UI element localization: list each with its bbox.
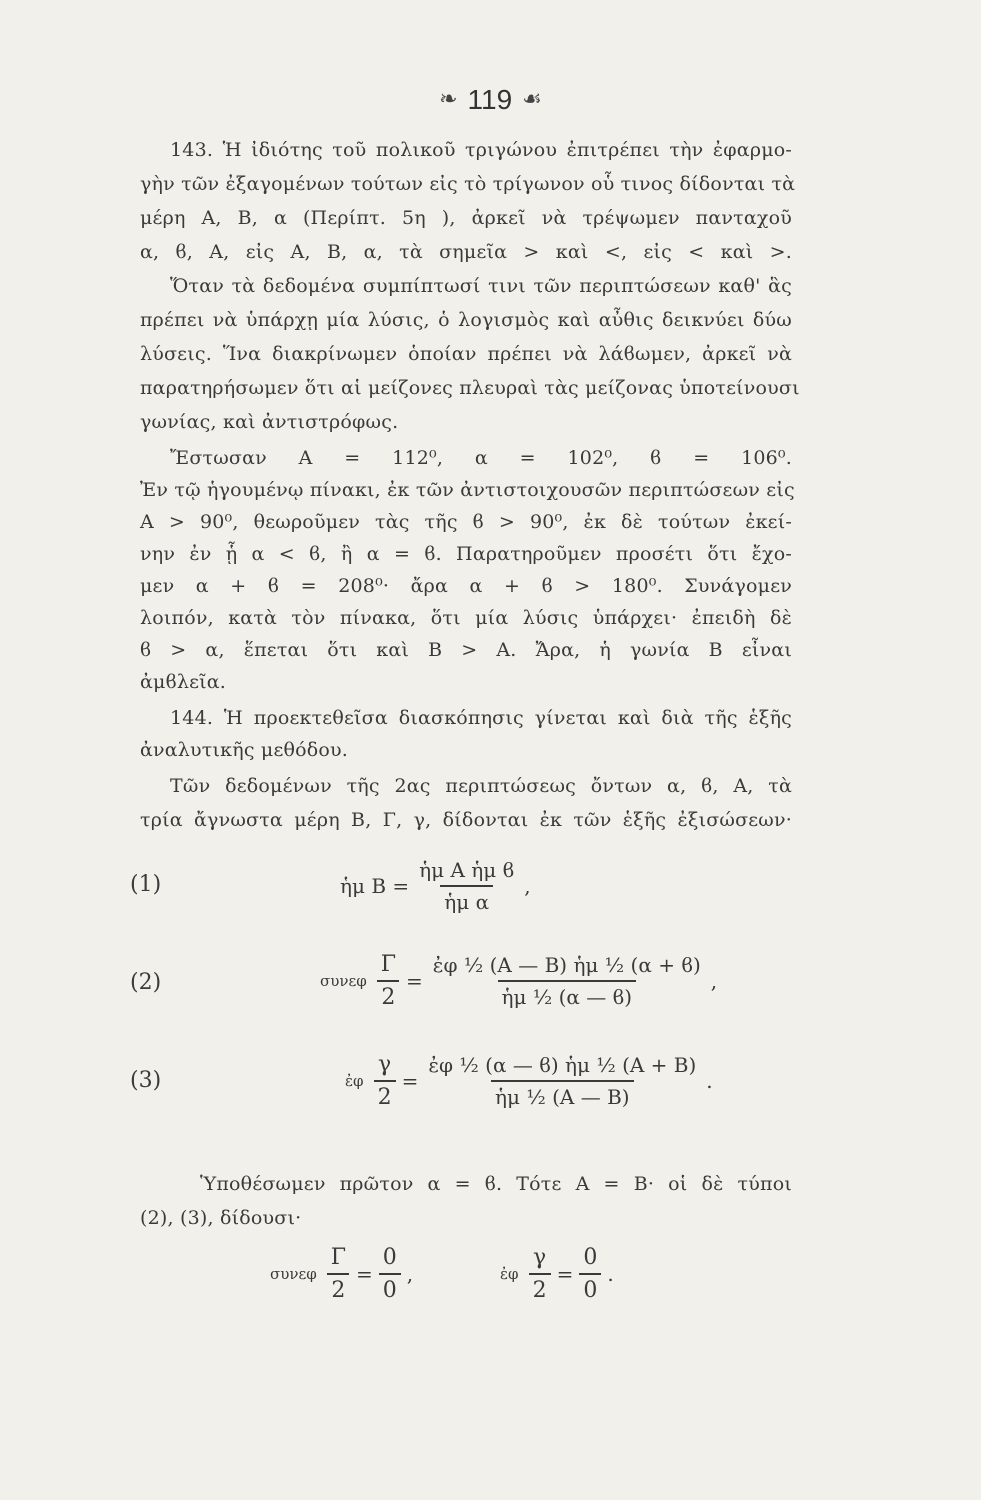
function-name: συνεφ — [320, 972, 367, 990]
denominator: 2 — [529, 1273, 551, 1303]
text-line: λοιπόν, κατὰ τὸν πίνακα, ὅτι μία λύσις ὑπάρχει· ἐπειδὴ δὲ — [140, 607, 792, 629]
text-line: τρία ἄγνωστα μέρη B, Γ, γ, δίδονται ἐκ τῶν ἑξῆς ἐξισώσεων· — [140, 809, 792, 831]
punctuation: , — [406, 1262, 414, 1286]
text-line: 144. Ἡ προεκτεθεῖσα διασκόπησις γίνεται καὶ διὰ τῆς ἑξῆς — [170, 707, 792, 729]
fraction — [379, 1245, 401, 1303]
fraction — [529, 1245, 551, 1303]
text-line: πρέπει νὰ ὑπάρχῃ μία λύσις, ὁ λογισμὸς καὶ αὖθις δεικνύει δύω — [140, 309, 792, 331]
equation-label: (3) — [130, 1068, 162, 1093]
denominator: ἡμ ½ (α — ϐ) — [498, 980, 637, 1009]
denominator: 0 — [579, 1273, 601, 1303]
numerator: ἐφ ½ (α — ϐ) ἡμ ½ (A + B) — [428, 1053, 697, 1077]
equation-2: συνεφ $\frac{\Gamma}{2}$ = $\frac{\text{ἐφ ½ (A — B) ἡμ ½ (α + ϐ)}}{\text{ἡμ ½ (α — ϐ)}}$ , — [320, 952, 718, 1010]
text-line: ϐ > α, ἕπεται ὅτι καὶ B > A. Ἄρα, ἡ γωνία B εἶναι — [140, 639, 792, 661]
fraction — [424, 1053, 700, 1109]
equation-3: ἐφ $\frac{\gamma}{2}$ = $\frac{\text{ἐφ ½ (α — ϐ) ἡμ ½ (A + B)}}{\text{ἡμ ½ (A — B)}}$ . — [345, 1052, 713, 1110]
numerator: ἐφ ½ (A — B) ἡμ ½ (α + ϐ) — [432, 953, 701, 977]
text-line: Ὅταν τὰ δεδομένα συμπίπτωσί τινι τῶν περιπτώσεων καθ' ἃς — [170, 275, 792, 297]
text-line: λύσεις. Ἵνα διακρίνωμεν ὁποίαν πρέπει νὰ λάϐωμεν, ἀρκεῖ νὰ — [140, 343, 792, 365]
text-line: ἀμϐλεῖα. — [140, 671, 227, 693]
numerator: γ — [532, 1245, 547, 1270]
text-line: μεν α + ϐ = 208⁰· ἄρα α + ϐ > 180⁰. Συνάγομεν — [140, 575, 792, 597]
text-line: 143. Ἡ ἰδιότης τοῦ πολικοῦ τριγώνου ἐπιτρέπει τὴν ἐφαρμο- — [170, 139, 792, 161]
punctuation: , — [710, 969, 718, 993]
text-line: γὴν τῶν ἐξαγομένων τούτων εἰς τὸ τρίγωνον οὗ τινος δίδονται τὰ — [140, 173, 796, 195]
text-line: γωνίας, καὶ ἀντιστρόφως. — [140, 411, 399, 433]
left-ornament-icon: ❧ — [439, 86, 458, 111]
equation-label: (1) — [130, 872, 162, 897]
fraction — [377, 952, 400, 1010]
text-line: Ἐν τῷ ἡγουμένῳ πίνακι, ἐκ τῶν ἀντιστοιχουσῶν περιπτώσεων εἰς — [140, 479, 795, 501]
function-name: ἐφ — [500, 1265, 519, 1283]
final-equation-right — [500, 1245, 614, 1303]
equals: = — [356, 1262, 373, 1286]
punctuation: . — [607, 1262, 614, 1286]
denominator: 2 — [377, 980, 399, 1010]
equation-lhs: ἡμ B = — [340, 874, 410, 898]
text-line: (2), (3), δίδουσι· — [140, 1207, 302, 1229]
function-name: συνεφ — [270, 1265, 317, 1283]
equals: = — [556, 1262, 574, 1286]
text-line: Ὑποθέσωμεν πρῶτον α = ϐ. Τότε A = B· οἱ δὲ τύποι — [200, 1173, 792, 1195]
final-equation-left — [270, 1245, 413, 1303]
numerator: Γ — [380, 952, 397, 977]
numerator: Γ — [330, 1245, 347, 1270]
text-line: μέρη A, B, α (Περίπτ. 5η ), ἀρκεῖ νὰ τρέψωμεν πανταχοῦ — [140, 207, 792, 229]
text-line: Τῶν δεδομένων τῆς 2ας περιπτώσεως ὄντων α, ϐ, A, τὰ — [170, 775, 792, 797]
numerator: γ — [377, 1052, 392, 1077]
text-line: νην ἐν ᾗ α < ϐ, ἢ α = ϐ. Παρατηροῦμεν προσέτι ὅτι ἔχο- — [140, 543, 792, 565]
denominator: 2 — [327, 1273, 349, 1303]
fraction — [429, 953, 705, 1009]
fraction — [327, 1245, 350, 1303]
denominator: 0 — [379, 1273, 401, 1303]
denominator: ἡμ ½ (A — B) — [491, 1080, 634, 1109]
text-line: Ἔστωσαν A = 112⁰, α = 102⁰, ϐ = 106⁰. — [170, 447, 792, 469]
page-number: 119 — [467, 84, 513, 115]
numerator: ἡμ A ἡμ ϐ — [419, 858, 515, 882]
numerator: 0 — [583, 1245, 598, 1270]
punctuation: . — [706, 1069, 713, 1093]
function-name: ἐφ — [345, 1072, 364, 1090]
numerator: 0 — [382, 1245, 397, 1270]
fraction — [374, 1052, 396, 1110]
equation-1 — [340, 858, 531, 914]
text-line: ἀναλυτικῆς μεθόδου. — [140, 739, 349, 761]
text-line: παρατηρήσωμεν ὅτι αἱ μείζονες πλευραὶ τὰς μείζονας ὑποτείνουσι — [140, 377, 800, 399]
text-line: A > 90⁰, θεωροῦμεν τὰς τῆς ϐ > 90⁰, ἐκ δὲ τούτων ἐκεί- — [140, 511, 792, 533]
text-line: α, ϐ, A, εἰς A, B, α, τὰ σημεῖα > καὶ <, εἰς < καὶ >. — [140, 241, 792, 263]
fraction — [579, 1245, 601, 1303]
fraction — [415, 858, 518, 914]
right-ornament-icon: ☙ — [522, 86, 542, 111]
equation-label: (2) — [130, 970, 162, 995]
page-header — [0, 84, 981, 116]
denominator: ἡμ α — [440, 885, 493, 914]
punctuation: , — [524, 874, 531, 898]
denominator: 2 — [374, 1080, 396, 1110]
